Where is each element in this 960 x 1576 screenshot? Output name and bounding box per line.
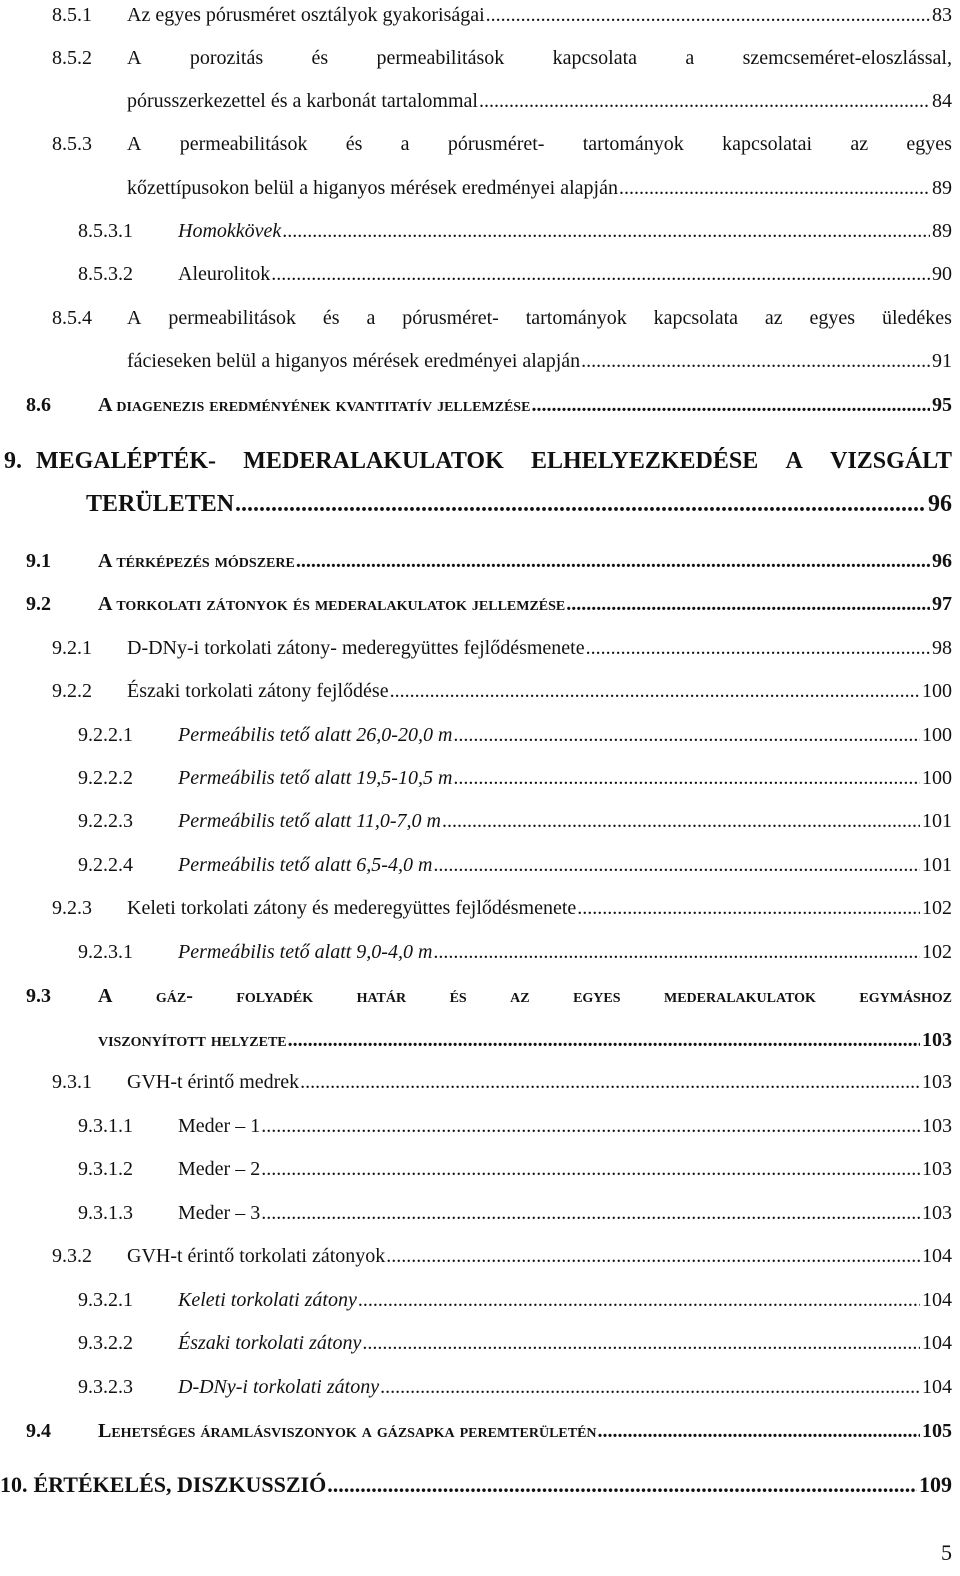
toc-entry-title-continued: kőzettípusokon belül a higanyos mérések eredményei alapján — [127, 177, 618, 199]
toc-entry-page: 89 — [932, 177, 952, 199]
toc-entry-number: 9.2.2.3 — [78, 810, 133, 832]
toc-entry-title: Permeábilis tető alatt 6,5-4,0 m — [178, 854, 433, 876]
dot-leader — [442, 807, 920, 835]
dot-leader — [486, 1, 930, 29]
toc-entry-title: A permeabilitások és a pórusméret- tartományok kapcsolatai az egyes — [127, 133, 952, 155]
toc-entry-page: 103 — [922, 1029, 952, 1051]
toc-entry-page: 89 — [932, 220, 952, 242]
toc-entry-page: 83 — [932, 4, 952, 26]
dot-leader — [390, 677, 920, 705]
toc-entry-number: 9.2 — [26, 593, 51, 615]
toc-entry-page: 105 — [922, 1420, 952, 1442]
toc-entry-title: Permeábilis tető alatt 9,0-4,0 m — [178, 941, 433, 963]
toc-entry-number: 9.2.2 — [52, 680, 92, 702]
toc-entry-page: 96 — [928, 491, 952, 517]
toc-entry-title: A torkolati zátonyok és mederalakulatok jellemzése — [98, 593, 566, 615]
dot-leader — [327, 1471, 917, 1499]
dot-leader — [261, 1199, 920, 1227]
toc-entry-page: 97 — [932, 593, 952, 615]
toc-entry-title: Keleti torkolati zátony és mederegyüttes fejlődésmenete — [127, 897, 577, 919]
toc-entry-number: 9.2.2.4 — [78, 854, 133, 876]
dot-leader — [531, 391, 930, 419]
dot-leader — [358, 1286, 920, 1314]
toc-entry-page: 104 — [922, 1245, 952, 1267]
toc-entry-page: 84 — [932, 90, 952, 112]
toc-entry-page: 103 — [922, 1202, 952, 1224]
dot-leader — [271, 260, 930, 288]
toc-entry-title: Meder – 3 — [178, 1202, 261, 1224]
toc-entry-title: Meder – 2 — [178, 1158, 261, 1180]
toc-entry-title: Az egyes pórusméret osztályok gyakoriságai — [127, 4, 485, 26]
dot-leader — [235, 490, 926, 518]
toc-entry-page: 100 — [922, 680, 952, 702]
toc-entry-number: 8.6 — [26, 394, 51, 416]
toc-entry-title: GVH-t érintő medrek — [127, 1071, 300, 1093]
toc-entry-title: A gáz- folyadék határ és az egyes mederalakulatok egymáshoz — [98, 985, 952, 1007]
dot-leader — [479, 87, 930, 115]
toc-entry-page: 100 — [922, 767, 952, 789]
toc-entry-title-continued: TERÜLETEN — [86, 491, 235, 517]
toc-entry-number: 9.3.1 — [52, 1071, 92, 1093]
toc-entry-number: 9.2.1 — [52, 637, 92, 659]
toc-entry-title: Permeábilis tető alatt 26,0-20,0 m — [178, 724, 453, 746]
dot-leader — [282, 217, 930, 245]
toc-entry-number: 9.2.3 — [52, 897, 92, 919]
toc-entry-page: 98 — [932, 637, 952, 659]
dot-leader — [566, 590, 930, 618]
toc-entry-page: 91 — [932, 350, 952, 372]
toc-entry-title: A diagenezis eredményének kvantitatív jellemzése — [98, 394, 531, 416]
dot-leader — [433, 851, 920, 879]
toc-entry-number: 9.2.3.1 — [78, 941, 133, 963]
toc-entry-title: Homokkövek — [178, 220, 282, 242]
dot-leader — [577, 894, 920, 922]
toc-entry-number: 9.3.2.3 — [78, 1376, 133, 1398]
toc-entry-number: 8.5.3 — [52, 133, 92, 155]
toc-entry-page: 96 — [932, 550, 952, 572]
toc-entry-page: 101 — [922, 854, 952, 876]
toc-entry-page: 103 — [922, 1071, 952, 1093]
toc-entry-title: Lehetséges áramlásviszonyok a gázsapka peremterületén — [98, 1420, 597, 1442]
toc-entry-page: 90 — [932, 263, 952, 285]
dot-leader — [598, 1417, 920, 1445]
dot-leader — [362, 1329, 920, 1357]
toc-entry-title: Permeábilis tető alatt 19,5-10,5 m — [178, 767, 453, 789]
toc-entry-title: D-DNy-i torkolati zátony- mederegyüttes fejlődésmenete — [127, 637, 585, 659]
toc-entry-title: A porozitás és permeabilitások kapcsolata a szemcseméret-eloszlással, — [127, 47, 952, 69]
toc-entry-number: 9.3.2 — [52, 1245, 92, 1267]
toc-entry-number: 9.3.1.2 — [78, 1158, 133, 1180]
toc-entry-title: Északi torkolati zátony fejlődése — [127, 680, 389, 702]
dot-leader — [296, 547, 930, 575]
toc-entry-title: MEGALÉPTÉK- MEDERALAKULATOK ELHELYEZKEDÉSE A VIZSGÁLT — [36, 448, 952, 474]
toc-entry-title-continued: viszonyított helyzete — [98, 1029, 287, 1051]
toc-entry-title: Keleti torkolati zátony — [178, 1289, 357, 1311]
toc-entry-title: Permeábilis tető alatt 11,0-7,0 m — [178, 810, 441, 832]
dot-leader — [288, 1026, 920, 1054]
dot-leader — [453, 721, 920, 749]
dot-leader — [581, 347, 930, 375]
toc-entry-title: A permeabilitások és a pórusméret- tartományok kapcsolata az egyes üledékes — [127, 307, 952, 329]
toc-entry-number: 9.3.1.3 — [78, 1202, 133, 1224]
toc-entry-page: 104 — [922, 1289, 952, 1311]
dot-leader — [300, 1068, 920, 1096]
toc-entry-page: 95 — [932, 394, 952, 416]
toc-entry-title: ÉRTÉKELÉS, DISZKUSSZIÓ — [33, 1472, 327, 1497]
dot-leader — [586, 634, 930, 662]
toc-entry-title: Aleurolitok — [178, 263, 271, 285]
toc-entry-number: 8.5.2 — [52, 47, 92, 69]
dot-leader — [453, 764, 920, 792]
toc-entry-page: 104 — [922, 1332, 952, 1354]
toc-entry-page: 101 — [922, 810, 952, 832]
dot-leader — [261, 1112, 920, 1140]
toc-entry-page: 102 — [922, 941, 952, 963]
toc-entry-page: 109 — [919, 1472, 952, 1497]
toc-entry-number: 8.5.1 — [52, 4, 92, 26]
dot-leader — [261, 1155, 920, 1183]
toc-entry-number: 9.3 — [26, 985, 51, 1007]
toc-entry-title: D-DNy-i torkolati zátony — [178, 1376, 380, 1398]
toc-entry-number: 9.3.2.1 — [78, 1289, 133, 1311]
page-number: 5 — [941, 1540, 952, 1565]
dot-leader — [380, 1373, 920, 1401]
toc-entry-number: 9.2.2.2 — [78, 767, 133, 789]
toc-entry-number: 9. — [4, 448, 22, 474]
toc-entry-number: 9.3.1.1 — [78, 1115, 133, 1137]
toc-entry-number: 9.1 — [26, 550, 51, 572]
dot-leader — [619, 174, 930, 202]
toc-entry-title: Meder – 1 — [178, 1115, 261, 1137]
toc-entry-number: 9.3.2.2 — [78, 1332, 133, 1354]
toc-entry-page: 100 — [922, 724, 952, 746]
toc-entry-number: 8.5.3.1 — [78, 220, 133, 242]
toc-entry-page: 102 — [922, 897, 952, 919]
toc-entry-page: 103 — [922, 1115, 952, 1137]
toc-entry-title-continued: fácieseken belül a higanyos mérések eredményei alapján — [127, 350, 581, 372]
dot-leader — [433, 938, 920, 966]
toc-entry-title: A térképezés módszere — [98, 550, 295, 572]
toc-entry-number: 8.5.4 — [52, 307, 92, 329]
toc-entry-number: 9.2.2.1 — [78, 724, 133, 746]
toc-entry-number: 9.4 — [26, 1420, 51, 1442]
toc-entry-page: 104 — [922, 1376, 952, 1398]
toc-entry-title: Északi torkolati zátony — [178, 1332, 362, 1354]
toc-entry-number: 8.5.3.2 — [78, 263, 133, 285]
dot-leader — [386, 1242, 920, 1270]
toc-entry-title: GVH-t érintő torkolati zátonyok — [127, 1245, 386, 1267]
toc-entry-page: 103 — [922, 1158, 952, 1180]
toc-entry-title-continued: pórusszerkezettel és a karbonát tartalommal — [127, 90, 478, 112]
toc-entry-number: 10. — [0, 1472, 28, 1497]
